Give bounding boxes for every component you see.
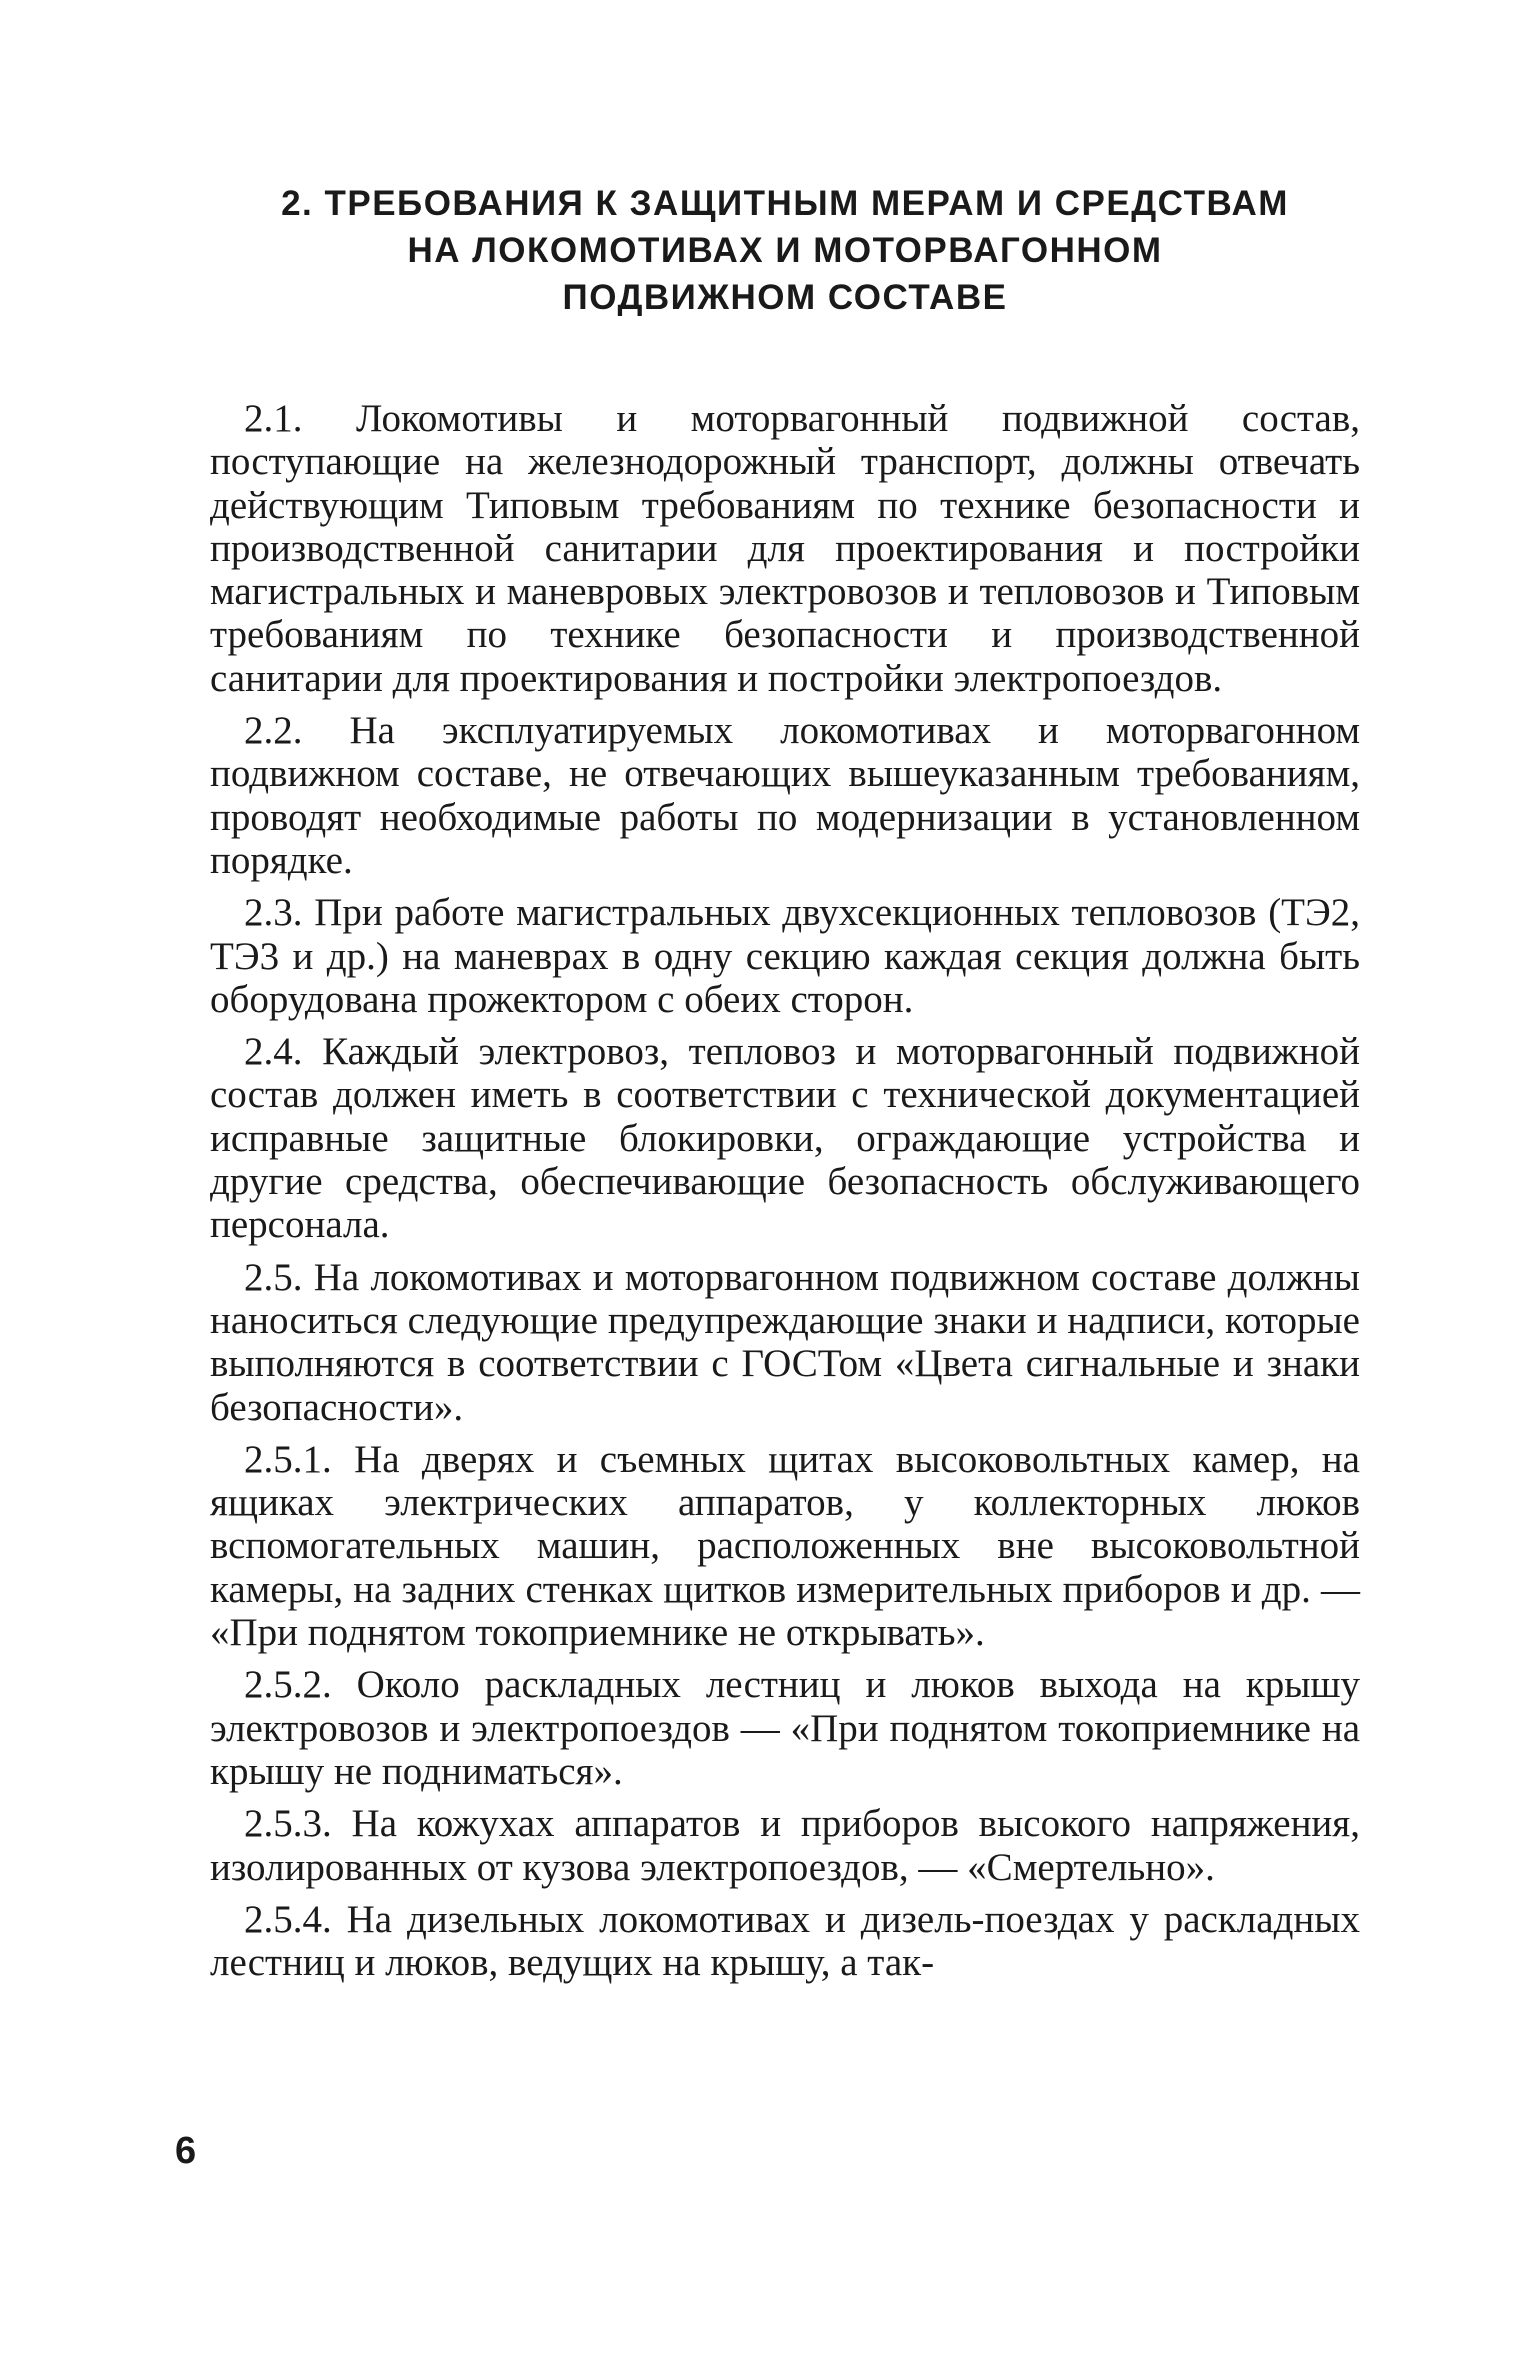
page-content xyxy=(210,180,1360,1993)
paragraph-2-2: 2.2. На эксплуатируемых локомотивах и моторвагонном подвижном составе, не отвечающих вышеуказанным требованиям, проводят необходимые работы по модернизации в установленном порядке. xyxy=(210,709,1360,882)
section-heading xyxy=(210,180,1360,321)
paragraph-2-5-3: 2.5.3. На кожухах аппаратов и приборов высокого напряжения, изолированных от кузова электропоездов, — «Смертельно». xyxy=(210,1802,1360,1889)
paragraph-2-5: 2.5. На локомотивах и моторвагонном подвижном составе должны наноситься следующие предупреждающие знаки и надписи, которые выполняются в соответствии с ГОСТом «Цвета сигнальные и знаки безопасности». xyxy=(210,1255,1360,1429)
paragraph-2-3: 2.3. При работе магистральных двухсекционных тепловозов (ТЭ2, ТЭ3 и др.) на маневрах в одну секцию каждая секция должна быть оборудована прожектором с обеих сторон. xyxy=(210,891,1360,1021)
paragraph-2-5-1: 2.5.1. На дверях и съемных щитах высоковольтных камер, на ящиках электрических аппаратов, у коллекторных люков вспомогательных машин, расположенных вне высоковольтной камеры, на задних стенках щитков измерительных приборов и др. — «При поднятом токоприемнике не открывать». xyxy=(210,1437,1360,1655)
paragraph-2-1: 2.1. Локомотивы и моторвагонный подвижной состав, поступающие на железнодорожный транспорт, должны отвечать действующим Типовым требованиям по технике безопасности и производственной санитарии для проектирования и постройки магистральных и маневровых электровозов и тепловозов и Типовым требованиям по технике безопасности и производственной санитарии для проектирования и постройки электропоездов. xyxy=(210,397,1360,700)
heading-line: ПОДВИЖНОМ СОСТАВЕ xyxy=(562,278,1008,317)
page-number: 6 xyxy=(175,2130,197,2172)
heading-line: НА ЛОКОМОТИВАХ И МОТОРВАГОННОМ xyxy=(407,231,1163,270)
paragraph-2-5-2: 2.5.2. Около раскладных лестниц и люков выхода на крышу электровозов и электропоездов — «При поднятом токоприемнике на крышу не подниматься». xyxy=(210,1663,1360,1793)
heading-line: 2. ТРЕБОВАНИЯ К ЗАЩИТНЫМ МЕРАМ И СРЕДСТВАМ xyxy=(281,184,1289,223)
paragraph-2-5-4: 2.5.4. На дизельных локомотивах и дизель-поездах у раскладных лестниц и люков, ведущих на крышу, а так- xyxy=(210,1897,1360,1985)
paragraph-2-4: 2.4. Каждый электровоз, тепловоз и моторвагонный подвижной состав должен иметь в соответствии с технической документацией исправные защитные блокировки, ограждающие устройства и другие средства, обеспечивающие безопасность обслуживающего персонала. xyxy=(210,1030,1360,1247)
